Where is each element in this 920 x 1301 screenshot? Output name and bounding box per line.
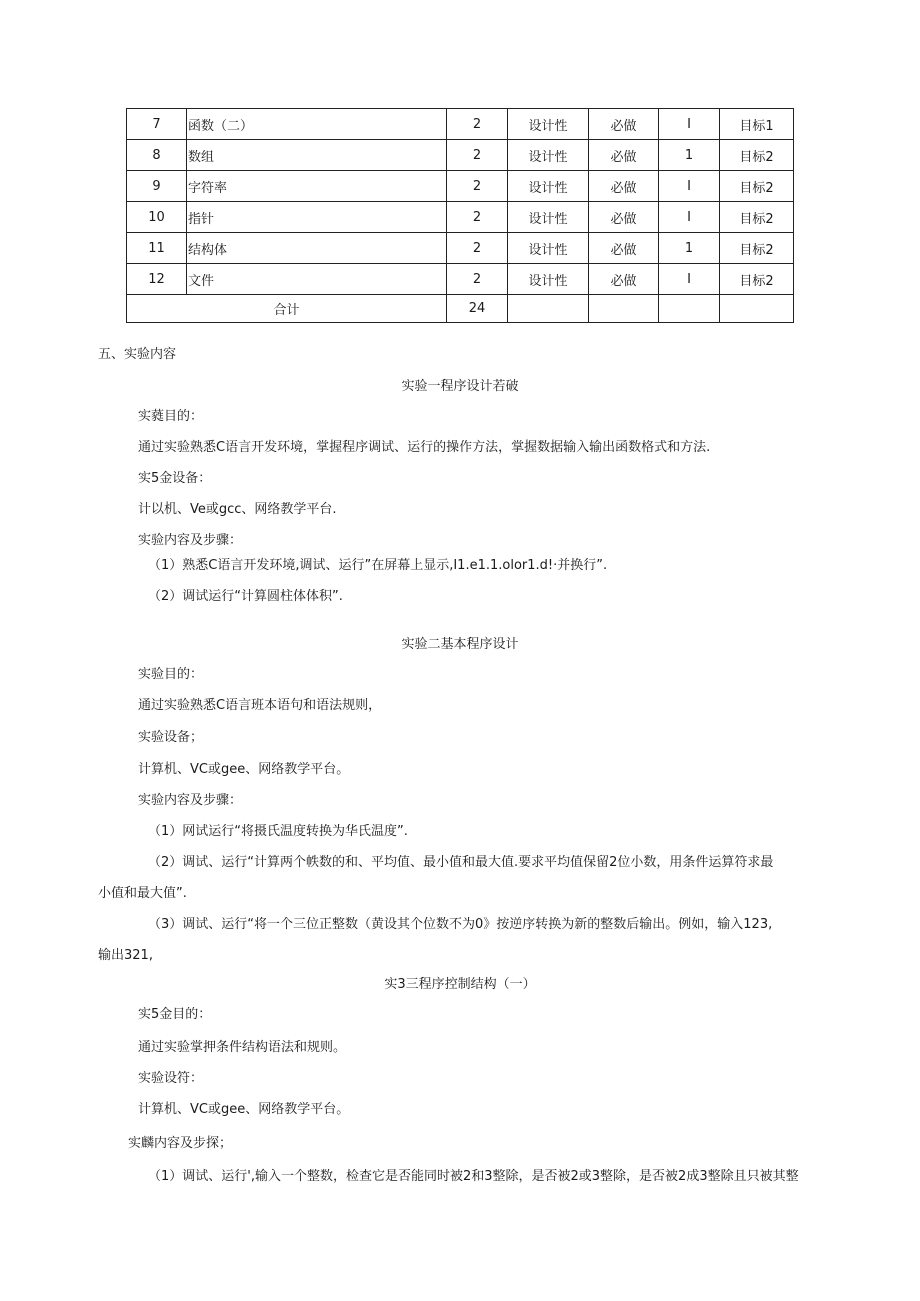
- exp3-title: 实3三程序控制结构（一）: [384, 977, 536, 992]
- cell-req: 必做: [589, 264, 659, 295]
- exp1-title: 实验一程序设计若破: [401, 379, 519, 394]
- table-row: [127, 264, 794, 295]
- exp3-step1: （1）调试、运行',输入一个整数，检查它是否能同时被2和3整除，是否被2或3整除，是否被2成3整除且只被其整: [148, 1169, 799, 1184]
- cell-hours: 2: [447, 109, 508, 140]
- total-hours: 24: [447, 295, 508, 323]
- cell-no: 8: [127, 140, 187, 171]
- cell-group: 1: [659, 140, 720, 171]
- cell-group: 1: [659, 233, 720, 264]
- cell-no: 11: [127, 233, 187, 264]
- exp3-equip-text: 计算机、VC或gee、网络教学平台。: [138, 1102, 350, 1117]
- total-label: 合计: [127, 295, 447, 323]
- cell-type: 设计性: [508, 202, 589, 233]
- cell-group: I: [659, 109, 720, 140]
- cell-target: 目标2: [720, 202, 794, 233]
- cell-hours: 2: [447, 233, 508, 264]
- cell-req: 必做: [589, 233, 659, 264]
- cell-group: I: [659, 202, 720, 233]
- total-empty-cell: [659, 295, 720, 323]
- cell-req: 必做: [589, 109, 659, 140]
- cell-req: 必做: [589, 140, 659, 171]
- table-body: [127, 109, 794, 295]
- exp1-step2: （2）调试运行“计算圆柱体体积”.: [148, 589, 343, 604]
- exp2-step3-line2: 输出321,: [98, 948, 153, 963]
- cell-no: 9: [127, 171, 187, 202]
- cell-hours: 2: [447, 264, 508, 295]
- exp2-title: 实验二基本程序设计: [401, 637, 519, 652]
- cell-type: 设计性: [508, 171, 589, 202]
- cell-target: 目标2: [720, 140, 794, 171]
- table-row: [127, 202, 794, 233]
- exp2-step2-line2: 小值和最大值”.: [98, 886, 187, 901]
- exp1-purpose-label: 实蕤目的：: [138, 409, 204, 424]
- cell-no: 12: [127, 264, 187, 295]
- table-row: [127, 233, 794, 264]
- cell-hours: 2: [447, 202, 508, 233]
- section-heading: 五、实验内容: [98, 347, 177, 362]
- exp3-purpose-label: 实5金目的：: [138, 1007, 212, 1022]
- exp1-equip-text: 计以机、Ve或gcc、网络教学平台.: [138, 502, 337, 517]
- exp2-purpose-text: 通过实验熟悉C语言班本语句和语法规则，: [138, 698, 382, 713]
- exp1-purpose-text: 通过实验熟悉C语言开发环境，掌握程序调试、运行的操作方法，掌握数据输入输出函数格式和方法.: [138, 440, 711, 455]
- cell-type: 设计性: [508, 264, 589, 295]
- exp2-step3-line1: （3）调试、运行“将一个三位正整数（黄设其个位数不为0》按逆序转换为新的整数后输出。例如，输入123,: [148, 917, 773, 932]
- cell-no: 10: [127, 202, 187, 233]
- cell-name: 结构体: [187, 233, 447, 264]
- cell-target: 目标2: [720, 264, 794, 295]
- exp1-step1: （1）熟悉C语言开发环境,调试、运行”在屏幕上显示,I1.e1.1.olor1.d!·并换行”.: [148, 558, 608, 573]
- exp2-steps-label: 实验内容及步骤：: [138, 793, 243, 808]
- cell-group: I: [659, 264, 720, 295]
- cell-name: 文件: [187, 264, 447, 295]
- exp2-equip-text: 计算机、VC或gee、网络教学平台。: [138, 762, 350, 777]
- cell-req: 必做: [589, 202, 659, 233]
- table-row: [127, 171, 794, 202]
- cell-name: 字符率: [187, 171, 447, 202]
- total-empty-cell: [589, 295, 659, 323]
- cell-name: 函数（二）: [187, 109, 447, 140]
- exp2-step2-line1: （2）调试、运行“计算两个帙数的和、平均值、最小值和最大值.要求平均值保留2位小数，用条件运算符求最: [148, 855, 774, 870]
- exp3-steps-label: 实麟内容及步探；: [128, 1136, 233, 1151]
- exp3-equip-label: 实验设符：: [138, 1071, 204, 1086]
- table-row: [127, 140, 794, 171]
- cell-type: 设计性: [508, 140, 589, 171]
- exp2-equip-label: 实验设备；: [138, 730, 204, 745]
- cell-no: 7: [127, 109, 187, 140]
- exp2-purpose-label: 实验目的：: [138, 667, 204, 682]
- cell-req: 必做: [589, 171, 659, 202]
- total-empty-cell: [720, 295, 794, 323]
- total-empty-cell: [508, 295, 589, 323]
- exp2-step1: （1）网试运行“将摄氏温度转换为华氏温度”.: [148, 824, 408, 839]
- cell-name: 数组: [187, 140, 447, 171]
- cell-name: 指针: [187, 202, 447, 233]
- cell-hours: 2: [447, 171, 508, 202]
- cell-hours: 2: [447, 140, 508, 171]
- cell-target: 目标2: [720, 171, 794, 202]
- cell-target: 目标2: [720, 233, 794, 264]
- cell-group: I: [659, 171, 720, 202]
- exp1-steps-label: 实验内容及步骤：: [138, 533, 243, 548]
- table-row: [127, 109, 794, 140]
- cell-type: 设计性: [508, 233, 589, 264]
- cell-type: 设计性: [508, 109, 589, 140]
- table-total-row: [127, 295, 794, 323]
- exp1-equip-label: 实5金设备：: [138, 471, 212, 486]
- exp3-purpose-text: 通过实验掌押条件结构语法和规则。: [138, 1040, 347, 1055]
- cell-target: 目标1: [720, 109, 794, 140]
- experiment-table: [126, 108, 794, 323]
